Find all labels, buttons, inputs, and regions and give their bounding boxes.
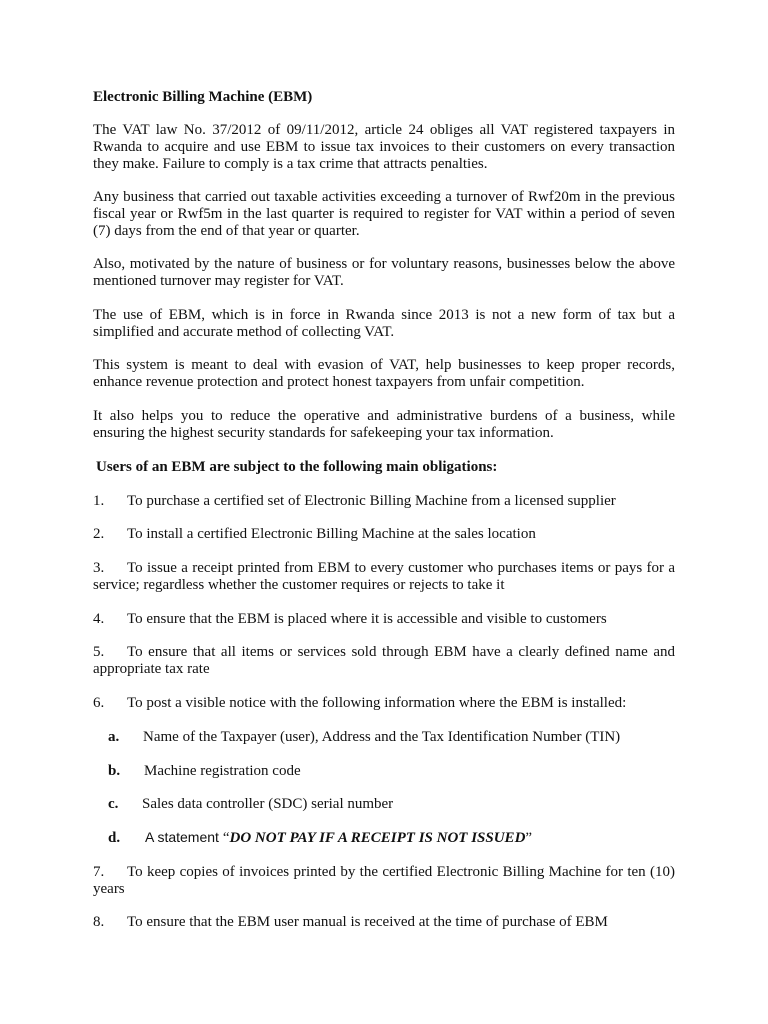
notice-quote-close: ”	[525, 830, 533, 846]
notice-letter: a.	[108, 729, 120, 745]
obligation-number: 6.	[93, 695, 105, 711]
obligation-text: To install a certified Electronic Billing Machine at the sales location	[127, 526, 536, 542]
notice-letter: c.	[108, 796, 119, 812]
obligations-heading: Users of an EBM are subject to the following main obligations:	[96, 459, 498, 475]
document-title: Electronic Billing Machine (EBM)	[93, 89, 313, 105]
obligation-item	[93, 695, 675, 712]
obligation-text: To post a visible notice with the following information where the EBM is installed:	[127, 695, 627, 711]
obligation-item	[93, 864, 675, 898]
obligation-text: To purchase a certified set of Electronic Billing Machine from a licensed supplier	[127, 493, 616, 509]
notice-item	[108, 796, 668, 813]
paragraph-system-purpose: This system is meant to deal with evasion of VAT, help businesses to keep proper records, enhance revenue protection and protect honest taxpayers from unfair competition.	[93, 357, 675, 390]
notice-item	[108, 829, 668, 847]
obligation-item	[93, 914, 675, 931]
obligation-text: To keep copies of invoices printed by the certified Electronic Billing Machine for ten (10) years	[93, 864, 675, 897]
obligation-item	[93, 493, 675, 510]
obligation-text: To issue a receipt printed from EBM to every customer who purchases items or pays for a service; regardless whether the customer requires or rejects to take it	[93, 560, 675, 593]
paragraph-registration-threshold: Any business that carried out taxable activities exceeding a turnover of Rwf20m in the previous fiscal year or Rwf5m in the last quarter is required to register for VAT within a period of seven (7) days from the end of that year or quarter.	[93, 189, 675, 239]
notice-item	[108, 763, 668, 780]
obligation-text: To ensure that the EBM user manual is received at the time of purchase of EBM	[127, 914, 608, 930]
obligation-number: 2.	[93, 526, 105, 542]
obligation-number: 1.	[93, 493, 105, 509]
paragraph-benefits: It also helps you to reduce the operative and administrative burdens of a business, while ensuring the highest security standards for safekeeping your tax information.	[93, 408, 675, 441]
obligation-item	[93, 611, 675, 628]
notice-text: Name of the Taxpayer (user), Address and the Tax Identification Number (TIN)	[143, 729, 621, 745]
notice-letter: b.	[108, 763, 121, 779]
notice-text: Sales data controller (SDC) serial number	[142, 796, 394, 812]
obligation-item	[93, 526, 675, 543]
notice-letter: d.	[108, 830, 121, 846]
paragraph-ebm-use: The use of EBM, which is in force in Rwanda since 2013 is not a new form of tax but a simplified and accurate method of collecting VAT.	[93, 307, 675, 340]
obligation-item	[93, 560, 675, 594]
obligation-item	[93, 644, 675, 678]
obligation-number: 5.	[93, 644, 105, 660]
notice-item	[108, 729, 668, 746]
paragraph-voluntary-registration: Also, motivated by the nature of business or for voluntary reasons, businesses below the above mentioned turnover may register for VAT.	[93, 256, 675, 289]
obligation-text: To ensure that the EBM is placed where it is accessible and visible to customers	[127, 611, 607, 627]
obligation-text: To ensure that all items or services sold through EBM have a clearly defined name and appropriate tax rate	[93, 644, 675, 677]
paragraph-vat-law: The VAT law No. 37/2012 of 09/11/2012, article 24 obliges all VAT registered taxpayers in Rwanda to acquire and use EBM to issue tax invoices to their customers on every transaction they make. Failure to comply is a tax crime that attracts penalties.	[93, 122, 675, 172]
obligation-number: 7.	[93, 864, 105, 880]
notice-statement-quote: DO NOT PAY IF A RECEIPT IS NOT ISSUED	[229, 830, 526, 846]
notice-text: Machine registration code	[144, 763, 301, 779]
obligation-number: 3.	[93, 560, 105, 576]
obligation-number: 8.	[93, 914, 105, 930]
notice-statement-lead: A statement	[145, 829, 223, 845]
notice-quote-open: “	[222, 830, 230, 846]
obligation-number: 4.	[93, 611, 105, 627]
